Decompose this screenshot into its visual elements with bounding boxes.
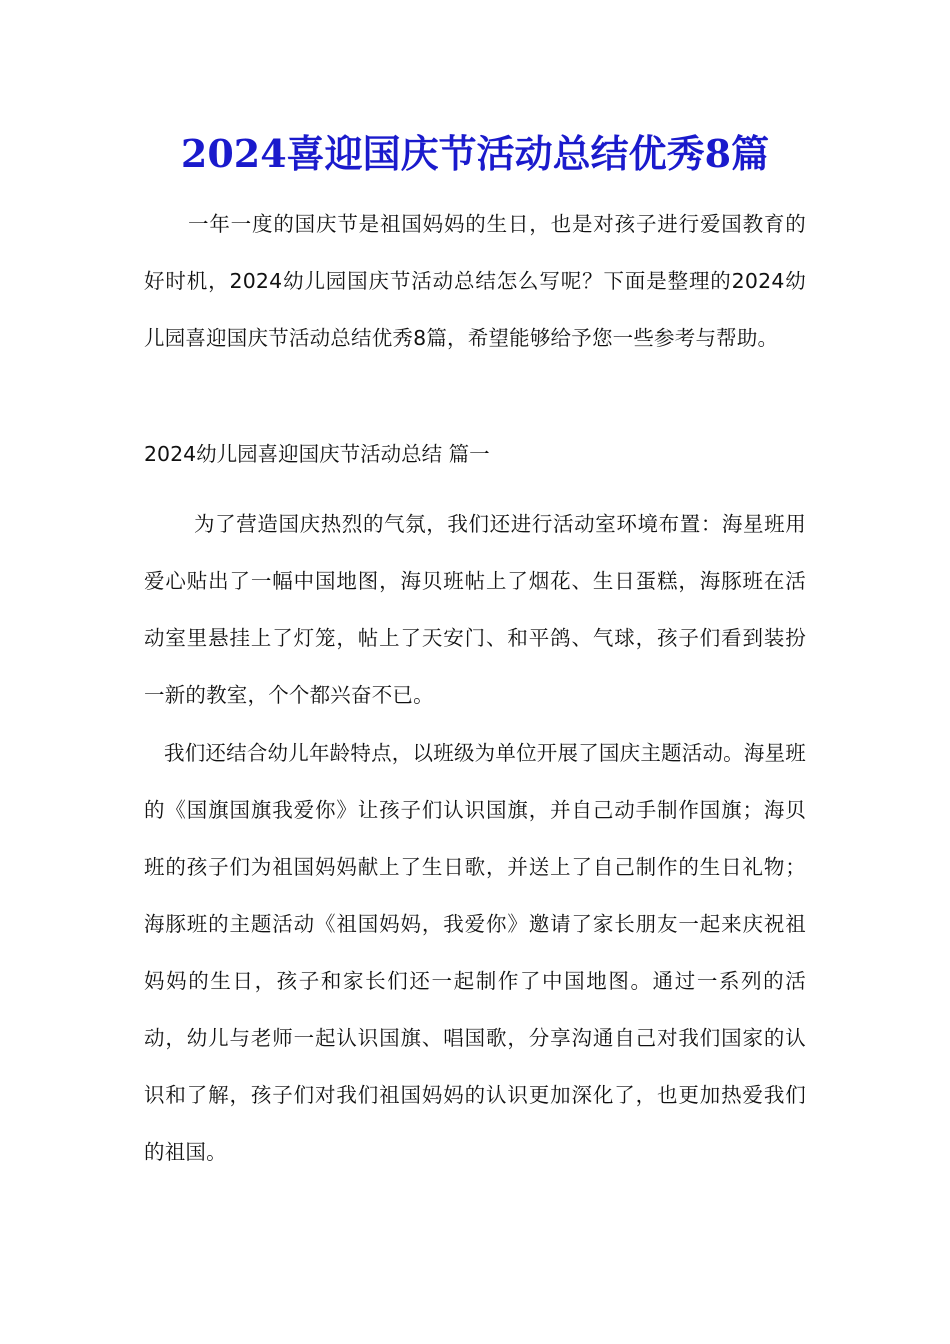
intro-paragraph: 一年一度的国庆节是祖国妈妈的生日，也是对孩子进行爱国教育的好时机，2024幼儿园国庆节活动总结怎么写呢？下面是整理的2024幼儿园喜迎国庆节活动总结优秀8篇，希望能够给予您一些参考与帮助。: [144, 212, 806, 350]
body-paragraph-1: 为了营造国庆热烈的气氛，我们还进行活动室环境布置：海星班用爱心贴出了一幅中国地图，海贝班帖上了烟花、生日蛋糕，海豚班在活动室里悬挂上了灯笼，帖上了天安门、和平鸽、气球，孩子们看到装扮一新的教室，个个都兴奋不已。: [144, 512, 806, 707]
document-title: 2024喜迎国庆节活动总结优秀8篇: [180, 131, 770, 176]
section-heading: 2024幼儿园喜迎国庆节活动总结 篇一: [144, 442, 490, 466]
body-paragraph-2: [144, 725, 806, 1181]
body-paragraph-2-text: 我们还结合幼儿年龄特点，以班级为单位开展了国庆主题活动。海星班的《国旗国旗我爱你》让孩子们认识国旗，并自己动手制作国旗；海贝班的孩子们为祖国妈妈献上了生日歌，并送上了自己制作的生日礼物；海豚班的主题活动《祖国妈妈，我爱你》邀请了家长朋友一起来庆祝祖妈妈的生日，孩子和家长们还一起制作了中国地图。通过一系列的活动，幼儿与老师一起认识国旗、唱国歌，分享沟通自己对我们国家的认识和了解，孩子们对我们祖国妈妈的认识更加深化了，也更加热爱我们的祖国。: [144, 741, 806, 1164]
